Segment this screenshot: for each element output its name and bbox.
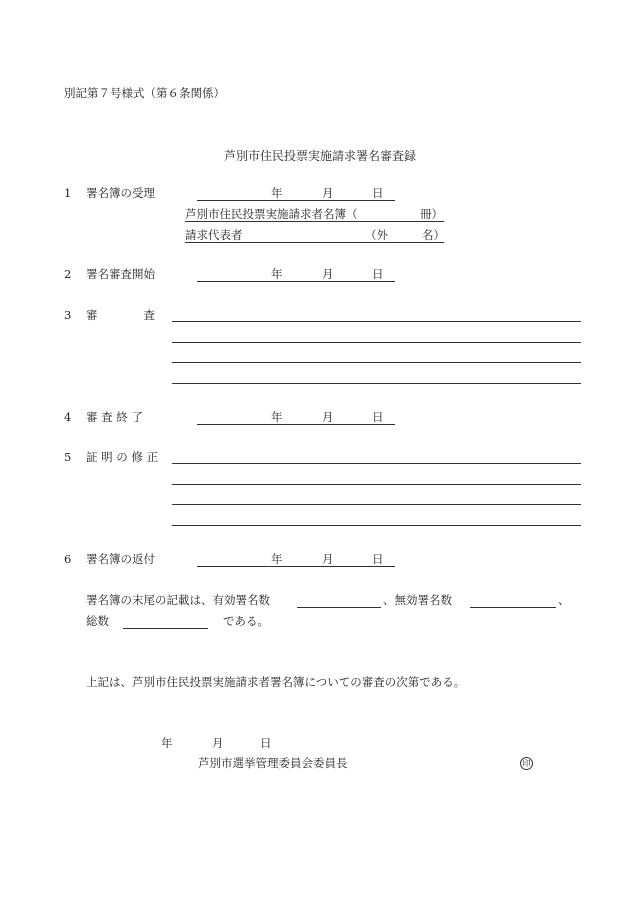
item-2-date-line <box>197 281 395 282</box>
item-6-date-line <box>197 566 395 567</box>
roster-line <box>185 221 444 222</box>
item-2-number: 2 <box>64 267 72 281</box>
item-1-date-line <box>197 200 395 201</box>
signature-year: 年 <box>161 736 173 750</box>
item-6-number: 6 <box>64 552 72 566</box>
signer-title: 芦別市選挙管理委員会委員長 <box>198 756 348 770</box>
total-count-blank <box>123 628 208 629</box>
correction-line-4 <box>172 525 581 526</box>
rep-unit: 名） <box>422 228 445 242</box>
item-3-label: 審 査 <box>86 308 155 322</box>
item-6-month: 月 <box>322 552 334 566</box>
item-2-year: 年 <box>271 267 283 281</box>
correction-line-1 <box>172 463 581 464</box>
item-6-day: 日 <box>372 552 384 566</box>
rep-others: （外 <box>365 228 388 242</box>
item-4-date-line <box>197 424 395 425</box>
item-4-day: 日 <box>372 410 384 424</box>
item-4-month: 月 <box>322 410 334 424</box>
correction-line-2 <box>172 484 581 485</box>
invalid-count-blank <box>470 607 556 608</box>
signature-day: 日 <box>260 736 272 750</box>
item-3-number: 3 <box>64 308 72 322</box>
rep-prefix: 請求代表者 <box>185 228 243 242</box>
item-5-number: 5 <box>64 450 72 464</box>
correction-line-3 <box>172 504 581 505</box>
item-1-number: 1 <box>64 186 72 200</box>
review-line-1 <box>172 321 581 322</box>
seal-mark: 印 <box>520 757 533 770</box>
item-2-day: 日 <box>372 267 384 281</box>
end-note-comma: 、 <box>558 593 570 607</box>
item-4-number: 4 <box>64 410 72 424</box>
item-1-year: 年 <box>271 186 283 200</box>
roster-unit: 冊） <box>420 207 443 221</box>
valid-count-blank <box>297 607 381 608</box>
conclusion-text: 上記は、芦別市住民投票実施請求者署名簿についての審査の次第である。 <box>86 675 466 689</box>
item-6-label: 署名簿の返付 <box>86 552 155 566</box>
signature-month: 月 <box>212 736 224 750</box>
review-line-4 <box>172 383 581 384</box>
page-title: 芦別市住民投票実施請求署名審査録 <box>224 149 417 163</box>
item-6-year: 年 <box>271 552 283 566</box>
end-note-suffix: である。 <box>223 614 269 628</box>
item-2-label: 署名審査開始 <box>86 267 155 281</box>
form-label: 別記第７号様式（第６条関係） <box>64 86 225 100</box>
end-note-prefix: 署名簿の末尾の記載は、有効署名数 <box>86 593 270 607</box>
end-note-invalid: 、無効署名数 <box>383 593 452 607</box>
item-1-day: 日 <box>372 186 384 200</box>
item-2-month: 月 <box>322 267 334 281</box>
item-1-month: 月 <box>322 186 334 200</box>
item-5-label: 証 明 の 修 正 <box>86 450 159 464</box>
roster-prefix: 芦別市住民投票実施請求者名簿（ <box>185 207 358 221</box>
item-1-label: 署名簿の受理 <box>86 186 155 200</box>
item-4-year: 年 <box>271 410 283 424</box>
review-line-3 <box>172 362 581 363</box>
end-note-total: 総数 <box>86 614 109 628</box>
item-4-label: 審 査 終 了 <box>86 410 143 424</box>
review-line-2 <box>172 342 581 343</box>
rep-line <box>185 242 444 243</box>
